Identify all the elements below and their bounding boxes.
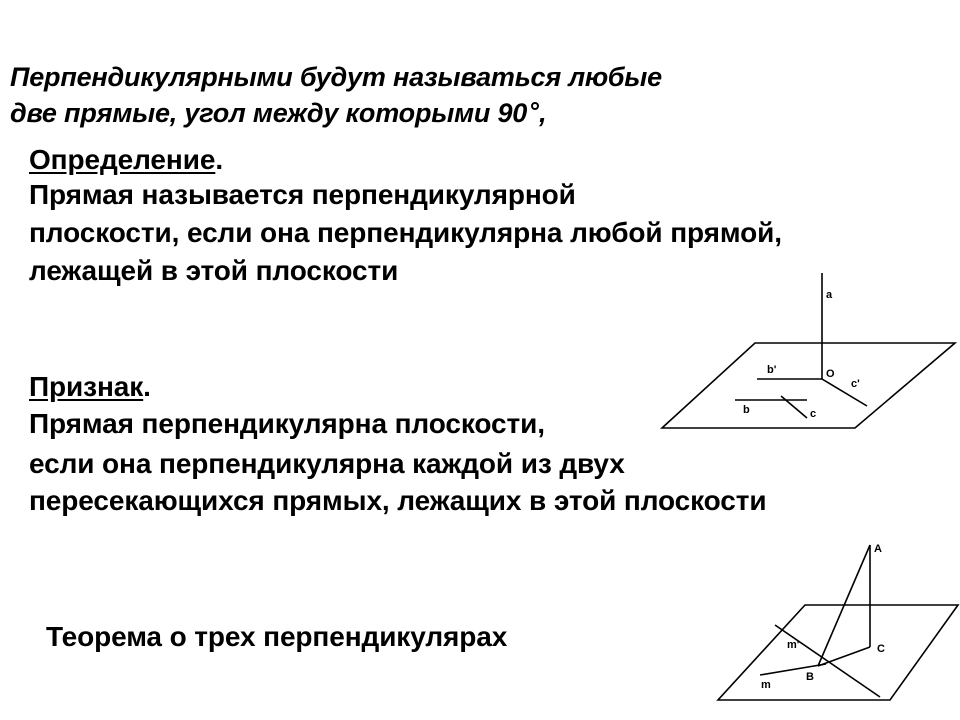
label-c-prime: c'	[851, 378, 860, 390]
definition-line-1: Прямая называется перпендикулярной	[29, 179, 576, 210]
label-A: A	[874, 543, 882, 555]
three-perpendiculars-diagram	[718, 543, 958, 700]
intro-line-2-suffix: ,	[539, 98, 547, 128]
label-b: b	[743, 404, 750, 416]
line-m-prime	[775, 625, 880, 697]
label-o: O	[826, 368, 835, 380]
label-m-prime: m'	[787, 639, 800, 651]
definition-heading-suffix: .	[215, 144, 223, 175]
label-B: B	[806, 671, 814, 683]
criterion-line-3: пересекающихся прямых, лежащих в этой плоскости	[29, 485, 767, 516]
label-b-prime: b'	[767, 364, 777, 376]
definition-line-3: лежащей в этой плоскости	[29, 255, 399, 286]
criterion-line-2: если она перпендикулярна каждой из двух	[29, 448, 625, 479]
line-c-prime	[822, 379, 867, 406]
criterion-heading: Признак	[29, 371, 144, 402]
perpendicular-plane-diagram	[662, 273, 955, 428]
line-m	[760, 664, 826, 675]
intro-line-1: Перпендикулярными будут называться любые	[10, 62, 662, 92]
intro-line-2-text: две прямые, угол между которыми 90	[10, 98, 528, 128]
plane-1-outline	[662, 343, 955, 428]
label-m: m	[761, 679, 771, 691]
theorem-title: Теорема о трех перпендикулярах	[46, 621, 508, 652]
criterion-line-1: Прямая перпендикулярна плоскости,	[29, 408, 545, 439]
label-a: a	[826, 289, 833, 301]
definition-line-2: плоскости, если она перпендикулярна любой прямой,	[29, 217, 782, 248]
criterion-heading-suffix: .	[143, 371, 151, 402]
definition-heading: Определение	[29, 144, 216, 175]
label-c: c	[810, 408, 817, 420]
label-C: C	[877, 643, 885, 655]
